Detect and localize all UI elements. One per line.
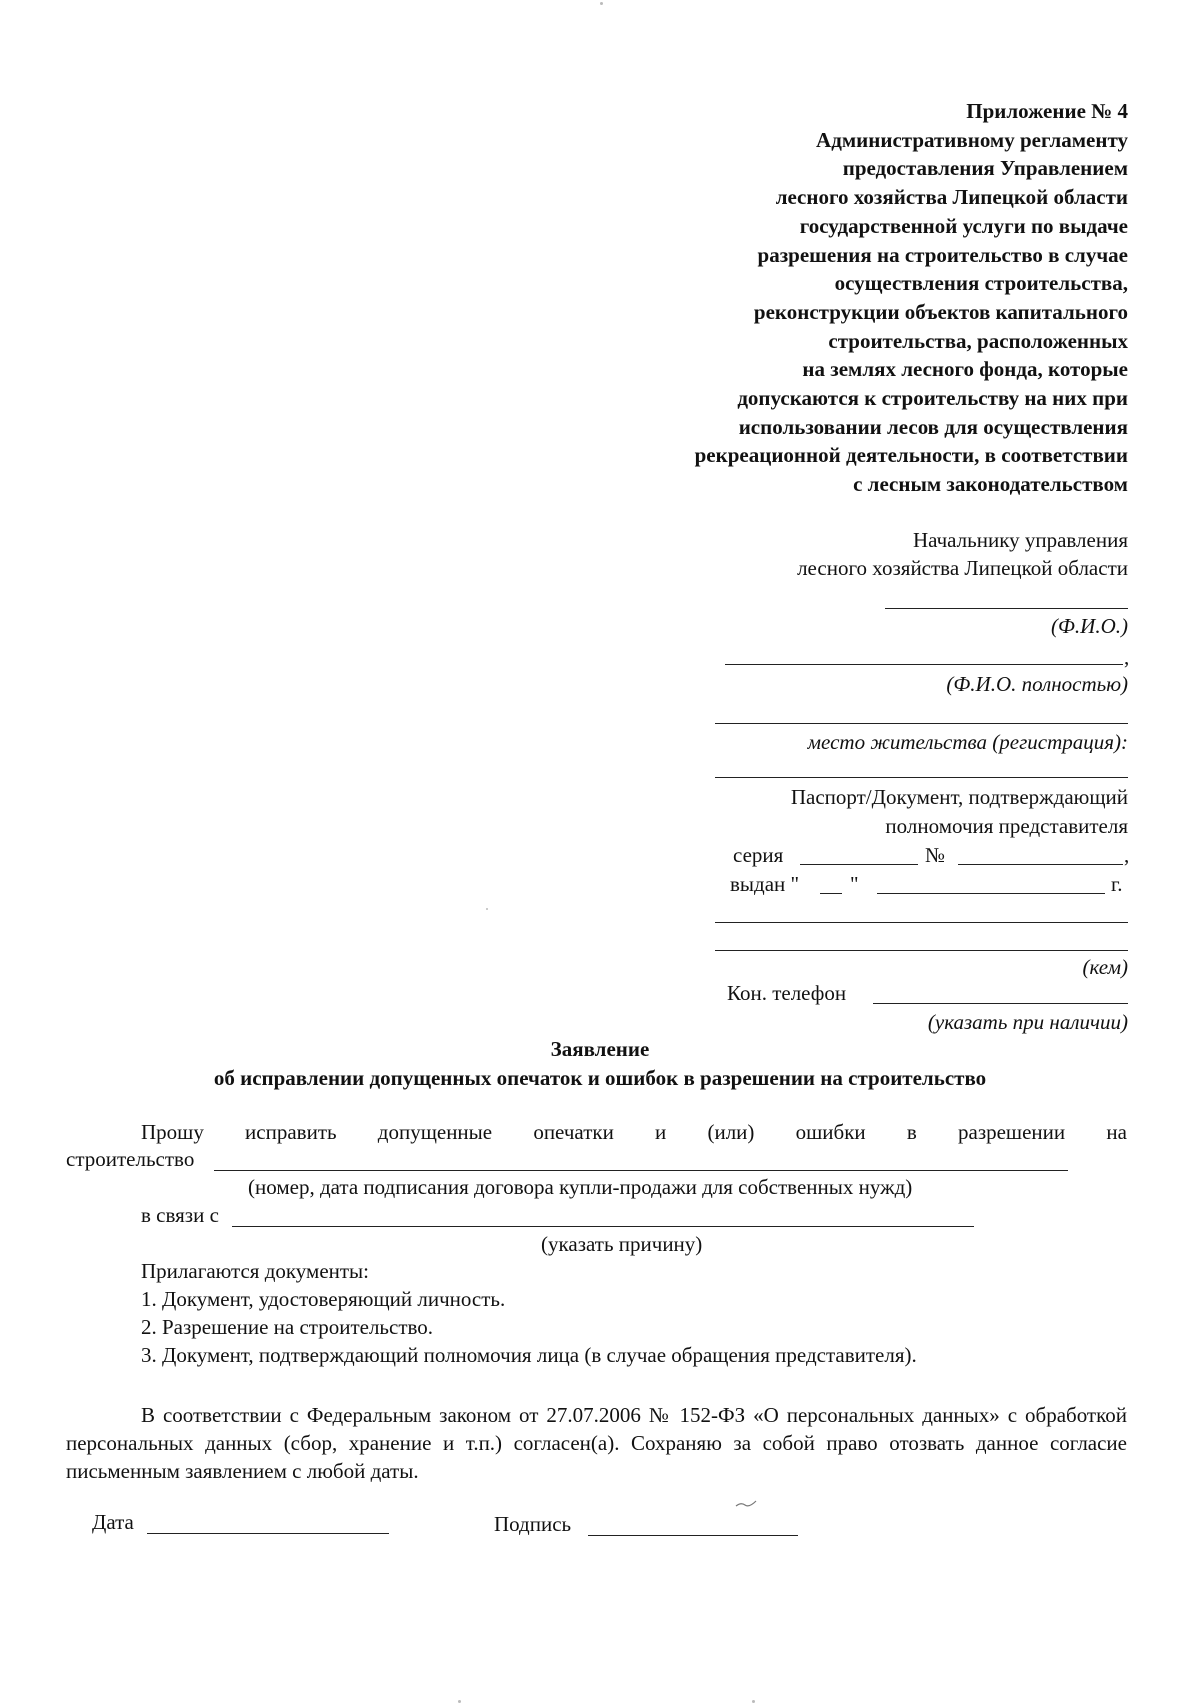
scan-speck bbox=[600, 2, 603, 5]
comma: , bbox=[1124, 843, 1130, 867]
fio-full-field[interactable] bbox=[725, 664, 1123, 665]
pen-mark-icon bbox=[735, 1500, 757, 1508]
appendix-line: разрешения на строительство в случае bbox=[757, 242, 1128, 267]
by-whom-caption: (кем) bbox=[1082, 955, 1128, 979]
appendix-line: Административному регламенту bbox=[816, 127, 1128, 152]
consent-paragraph: В соответствии с Федеральным законом от 27.07.2006 № 152-ФЗ «О персональных данных» с обработкой персональных данных (сбор, хранение и т.п.) согласен(а). Сохраняю за собой право отозвать данное согласие письменным заявлением с любой даты. bbox=[66, 1403, 1127, 1483]
request-word: в bbox=[906, 1120, 917, 1144]
appendix-line: на землях лесного фонда, которые bbox=[802, 357, 1128, 382]
date-field[interactable] bbox=[147, 1533, 389, 1534]
doc-item: 1. Документ, удостоверяющий личность. bbox=[141, 1287, 506, 1311]
request-word: допущенные bbox=[377, 1120, 493, 1144]
request-word: исправить bbox=[245, 1120, 337, 1144]
document-title: Заявление bbox=[550, 1037, 650, 1061]
signature-label: Подпись bbox=[494, 1512, 572, 1536]
fio-full-caption: (Ф.И.О. полностью) bbox=[946, 672, 1128, 696]
appendix-line: использовании лесов для осуществления bbox=[738, 414, 1128, 439]
issued-label: выдан " bbox=[730, 872, 800, 896]
issued-by-field[interactable] bbox=[715, 922, 1128, 923]
residence-field[interactable] bbox=[715, 723, 1128, 724]
scan-speck bbox=[458, 1700, 461, 1703]
series-field[interactable] bbox=[800, 864, 918, 865]
residence-caption: место жительства (регистрация): bbox=[807, 730, 1128, 754]
request-word: разрешении bbox=[958, 1120, 1066, 1144]
attached-heading: Прилагаются документы: bbox=[141, 1259, 369, 1283]
fio-short-field[interactable] bbox=[885, 608, 1128, 609]
issued-date-field[interactable] bbox=[877, 893, 1105, 894]
reason-label: в связи с bbox=[141, 1203, 219, 1227]
doc-item: 2. Разрешение на строительство. bbox=[141, 1315, 434, 1339]
appendix-line: лесного хозяйства Липецкой области bbox=[775, 185, 1128, 210]
request-word: опечатки bbox=[533, 1120, 614, 1144]
year-suffix: г. bbox=[1111, 872, 1123, 896]
phone-label: Кон. телефон bbox=[727, 981, 847, 1005]
contract-hint: (номер, дата подписания договора купли-продажи для собственных нужд) bbox=[248, 1175, 913, 1199]
fio-short-caption: (Ф.И.О.) bbox=[1051, 614, 1128, 638]
series-label: серия bbox=[733, 843, 784, 867]
appendix-line: с лесным законодательством bbox=[853, 472, 1128, 497]
appendix-line: допускаются к строительству на них при bbox=[737, 386, 1128, 411]
issued-quote: " bbox=[850, 872, 859, 896]
number-field[interactable] bbox=[958, 864, 1123, 865]
comma: , bbox=[1124, 645, 1130, 669]
addressee-line-2: лесного хозяйства Липецкой области bbox=[797, 556, 1128, 580]
permit-details-field[interactable] bbox=[214, 1170, 1068, 1171]
issued-by-field-2[interactable] bbox=[715, 950, 1128, 951]
signature-field[interactable] bbox=[588, 1535, 798, 1536]
appendix-line: предоставления Управлением bbox=[842, 156, 1128, 181]
reason-field[interactable] bbox=[232, 1226, 974, 1227]
request-continuation: строительство bbox=[66, 1147, 195, 1171]
phone-field[interactable] bbox=[873, 1003, 1128, 1004]
document-subtitle: об исправлении допущенных опечаток и ошибок в разрешении на строительство bbox=[213, 1066, 987, 1090]
reason-hint: (указать причину) bbox=[541, 1232, 703, 1256]
passport-label-2: полномочия представителя bbox=[885, 814, 1128, 838]
request-word: Прошу bbox=[141, 1120, 204, 1144]
scan-speck bbox=[486, 908, 488, 910]
appendix-line: рекреационной деятельности, в соответствии bbox=[694, 443, 1128, 468]
request-word: и bbox=[655, 1120, 667, 1144]
appendix-line: Приложение № 4 bbox=[966, 99, 1128, 123]
appendix-line: государственной услуги по выдаче bbox=[799, 213, 1128, 238]
phone-hint: (указать при наличии) bbox=[927, 1010, 1128, 1034]
issued-day-field[interactable] bbox=[820, 893, 842, 894]
request-word: ошибки bbox=[795, 1120, 866, 1144]
residence-field-2[interactable] bbox=[715, 777, 1128, 778]
date-label: Дата bbox=[92, 1510, 134, 1534]
request-word: на bbox=[1106, 1120, 1127, 1144]
doc-item: 3. Документ, подтверждающий полномочия лица (в случае обращения представителя). bbox=[141, 1343, 917, 1367]
scan-speck bbox=[752, 1700, 755, 1703]
number-label: № bbox=[925, 843, 946, 867]
appendix-line: реконструкции объектов капитального bbox=[753, 299, 1128, 324]
appendix-line: строительства, расположенных bbox=[828, 328, 1128, 353]
request-word: (или) bbox=[707, 1120, 755, 1144]
request-line bbox=[66, 1120, 1127, 1145]
addressee-line-1: Начальнику управления bbox=[912, 528, 1128, 552]
appendix-header bbox=[428, 97, 1128, 499]
appendix-line: осуществления строительства, bbox=[834, 271, 1128, 296]
passport-label-1: Паспорт/Документ, подтверждающий bbox=[790, 785, 1128, 809]
